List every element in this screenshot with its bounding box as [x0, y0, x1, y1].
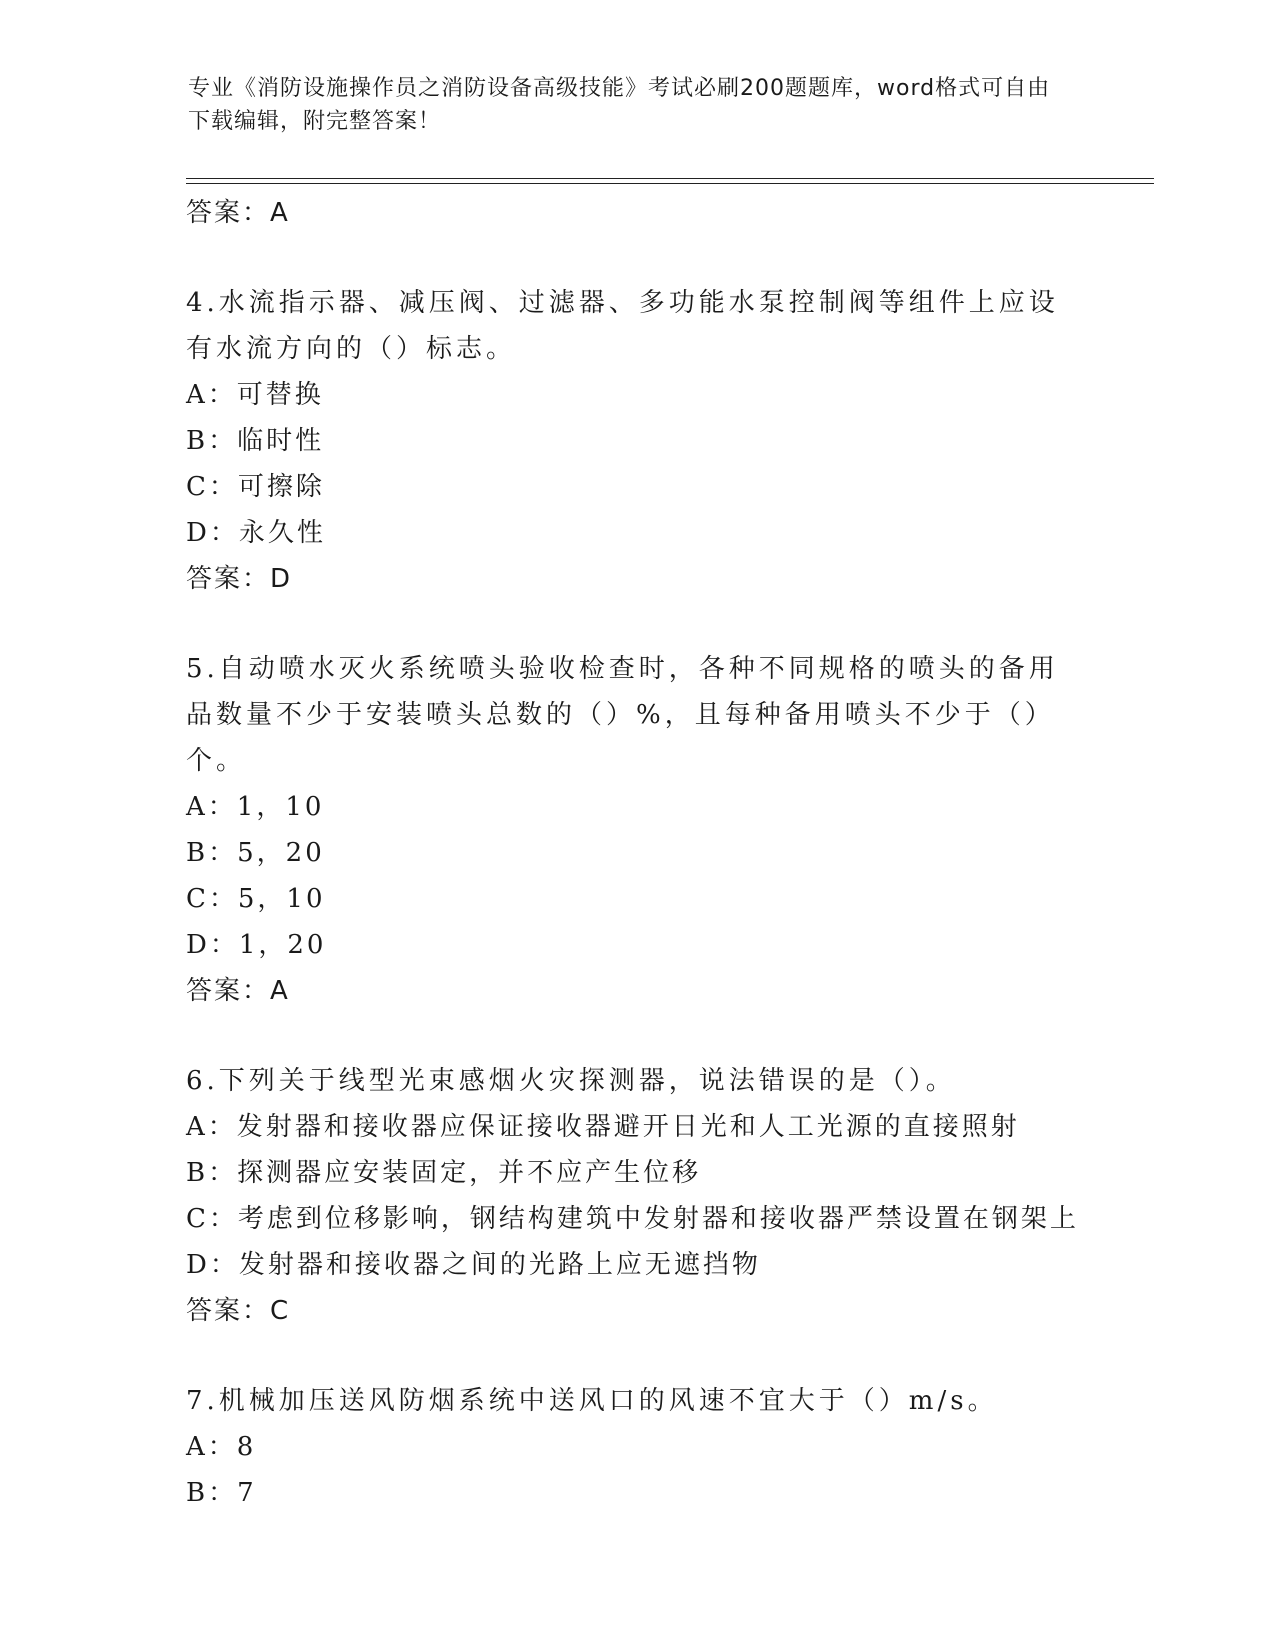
option-a: A：可替换	[186, 380, 324, 410]
answer-line: 答案：D	[186, 564, 293, 594]
question-list	[186, 190, 1086, 1516]
answer-line: 答案：A	[186, 198, 290, 228]
option-b: B：探测器应安装固定，并不应产生位移	[186, 1158, 702, 1188]
option-b: B：7	[186, 1478, 257, 1508]
question-text: 7.机械加压送风防烟系统中送风口的风速不宜大于（）m/s。	[186, 1386, 998, 1416]
answer-line: 答案：A	[186, 976, 290, 1006]
option-a: A：发射器和接收器应保证接收器避开日光和人工光源的直接照射	[186, 1112, 1020, 1142]
document-header: 专业《消防设施操作员之消防设备高级技能》考试必刷200题题库，word格式可自由下载编辑，附完整答案！	[188, 76, 1051, 134]
question-text: 5.自动喷水灭火系统喷头验收检查时，各种不同规格的喷头的备用品数量不少于安装喷头总数的（）%，且每种备用喷头不少于（）个。	[186, 654, 1059, 776]
option-a: A：8	[186, 1432, 257, 1462]
option-d: D：发射器和接收器之间的光路上应无遮挡物	[186, 1250, 761, 1280]
question-text: 6.下列关于线型光束感烟火灾探测器，说法错误的是（）。	[186, 1066, 956, 1096]
header-divider-top	[186, 178, 1154, 179]
question-7	[186, 1378, 1086, 1516]
question-5	[186, 646, 1086, 1014]
question-text: 4.水流指示器、减压阀、过滤器、多功能水泵控制阀等组件上应设有水流方向的（）标志。	[186, 288, 1059, 364]
question-4	[186, 280, 1086, 602]
option-d: D：1，20	[186, 930, 327, 960]
option-b: B：临时性	[186, 426, 325, 456]
option-d: D：永久性	[186, 518, 326, 548]
option-c: C：5，10	[186, 884, 326, 914]
option-b: B：5，20	[186, 838, 325, 868]
question-6	[186, 1058, 1086, 1334]
header-divider-bottom	[186, 183, 1154, 184]
option-c: C：考虑到位移影响，钢结构建筑中发射器和接收器严禁设置在钢架上	[186, 1204, 1079, 1234]
option-c: C：可擦除	[186, 472, 325, 502]
option-a: A：1，10	[186, 792, 325, 822]
answer-line: 答案：C	[186, 1296, 291, 1326]
